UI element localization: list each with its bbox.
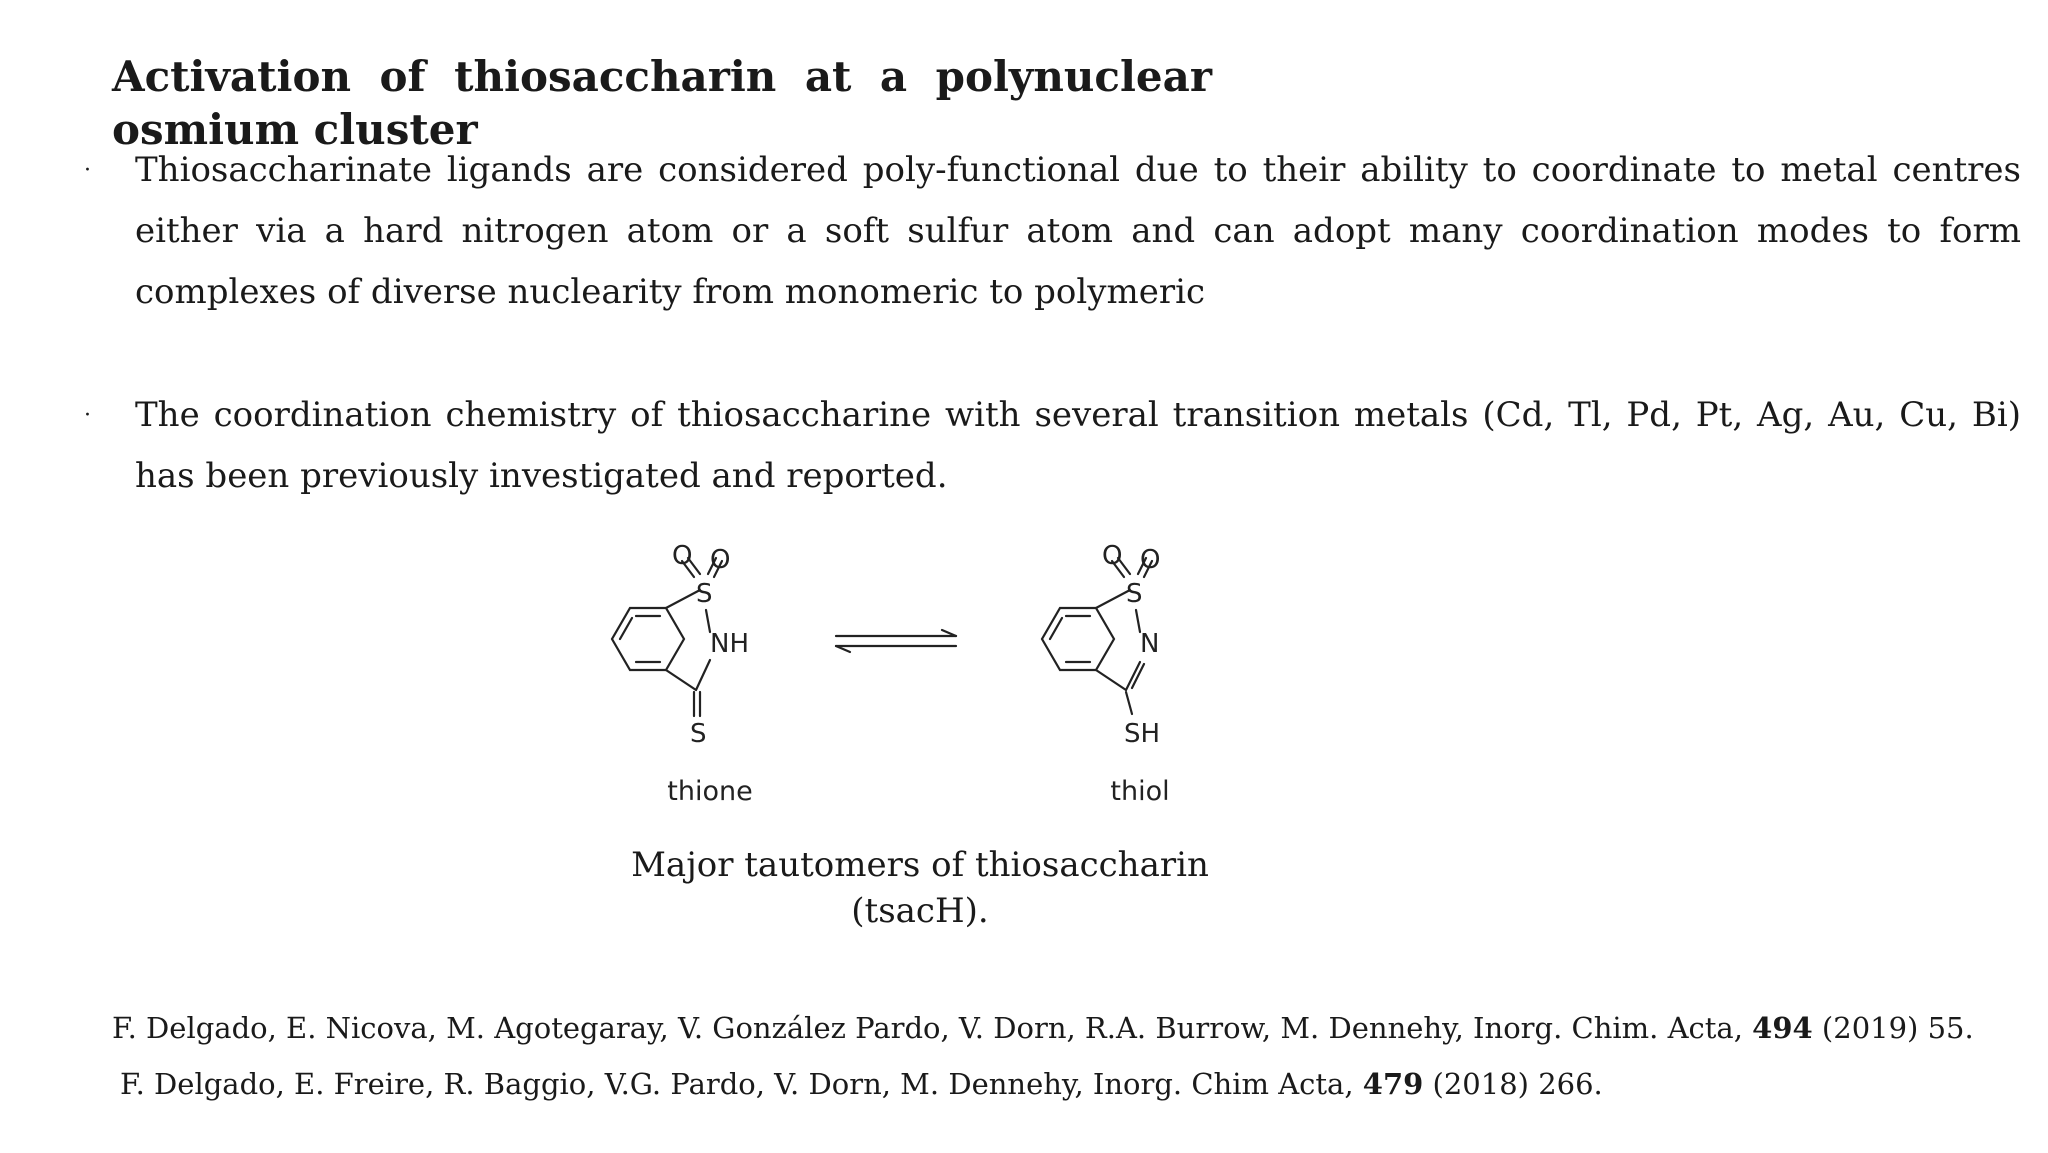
thione-label: thione — [667, 776, 753, 807]
figure-caption — [620, 842, 1220, 934]
reference-2-authors: F. Delgado, E. Freire, R. Baggio, V.G. Pardo, V. Dorn, M. Dennehy, Inorg. Chim Acta, — [120, 1067, 1363, 1101]
thiol-atom-s: S — [1126, 579, 1143, 609]
reference-1-authors: F. Delgado, E. Nicova, M. Agotegaray, V. González Pardo, V. Dorn, R.A. Burrow, M. Dennehy, Inorg. Chim. Acta, — [112, 1011, 1753, 1045]
figure-caption-line1: Major tautomers of thiosaccharin — [631, 845, 1209, 885]
bullet-text-2: The coordination chemistry of thiosaccharine with several transition metals (Cd, Tl, Pd, Pt, Ag, Au, Cu, Bi) has been previously investigated and reported. — [135, 395, 2021, 496]
slide-title-line1: Activation of thiosaccharin at a polynuclear — [112, 52, 1212, 101]
thione-atom-s: S — [696, 579, 713, 609]
bullet-marker-1: · — [84, 158, 91, 183]
reference-2-volume: 479 — [1362, 1067, 1424, 1101]
reference-1 — [112, 1008, 1974, 1048]
tautomer-structures — [560, 530, 1260, 830]
thione-atom-o2: O — [710, 545, 731, 575]
slide-title-line2: osmium cluster — [112, 105, 478, 154]
thione-atom-o1: O — [672, 541, 693, 571]
thiol-atom-n: N — [1140, 629, 1160, 659]
thione-atom-s-exo: S — [690, 719, 707, 749]
thione-atom-nh: NH — [710, 629, 749, 659]
thione-benzene-ring — [612, 608, 684, 670]
figure-caption-line2: (tsacH). — [851, 891, 989, 931]
reference-2 — [120, 1064, 1603, 1104]
tautomer-figure — [560, 530, 1260, 830]
reference-1-volume: 494 — [1752, 1011, 1813, 1045]
bullet-text-1: Thiosaccharinate ligands are considered poly-functional due to their ability to coordinate to metal centres either via a hard nitrogen atom or a soft sulfur atom and can adopt many coordination modes to form complexes of diverse nuclearity from monomeric to polymeric — [135, 150, 2021, 312]
thiol-benzene-ring — [1042, 608, 1114, 670]
bullet-marker-2: · — [84, 403, 91, 428]
thiol-atom-sh: SH — [1124, 719, 1161, 749]
thiol-atom-o1: O — [1102, 541, 1123, 571]
reference-2-year-page: (2018) 266. — [1423, 1067, 1603, 1101]
thione-c-s-bond — [666, 590, 700, 608]
thiol-label: thiol — [1110, 776, 1170, 807]
thiol-atom-o2: O — [1140, 545, 1161, 575]
reference-1-year-page: (2019) 55. — [1812, 1011, 1974, 1045]
